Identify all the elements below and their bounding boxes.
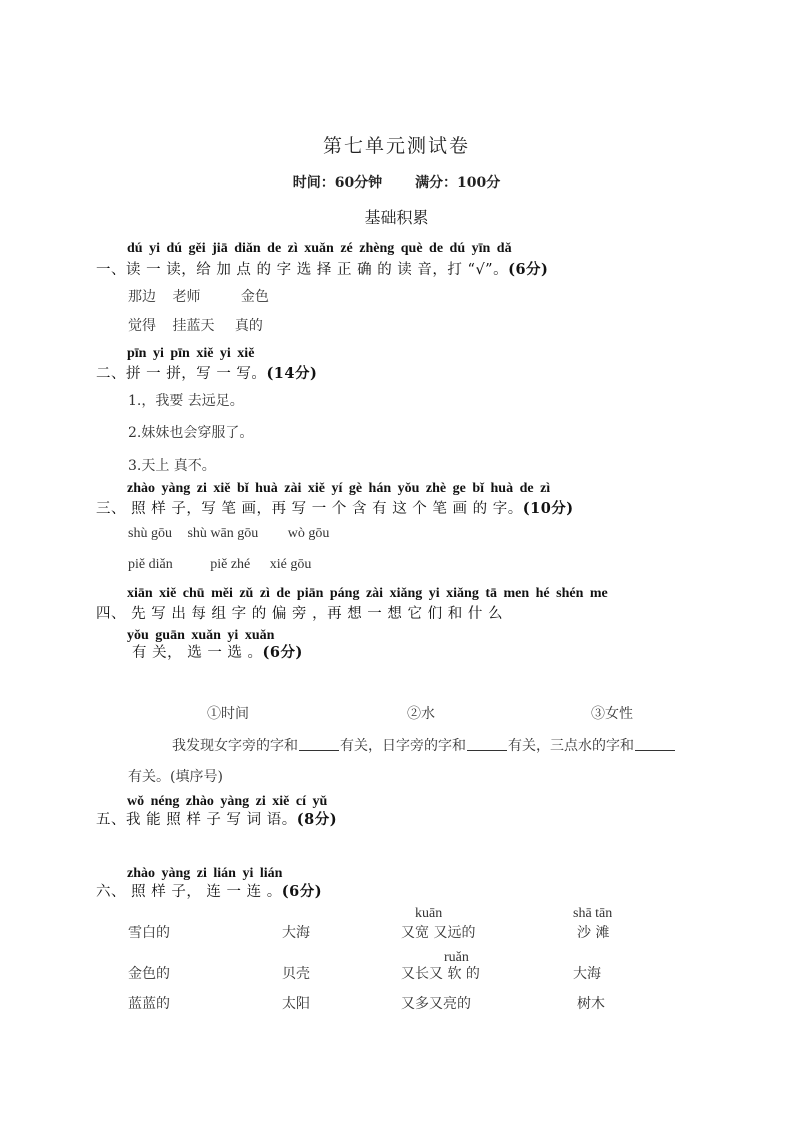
q5-pinyin: wǒ néng zhào yàng zi xiě cí yǔ [127,794,328,809]
page-title: 第七单元测试卷 [322,135,470,157]
q6-col1-item: 蓝蓝的 [128,996,170,1012]
q3-row2 [128,557,311,573]
q2-line: 2.妹妹也会穿服了。 [128,425,254,441]
q1-word: 金色 [240,289,269,305]
q1-word: 挂蓝天 [172,318,215,334]
q3-stroke: shù gōu [128,526,172,541]
q2-pinyin: pīn yi pīn xiě yi xiě [127,346,255,361]
q4-sentence [172,735,676,755]
q6-col3-item: 又宽 又远的 [401,925,476,941]
q6-pinyin-kuan: kuān [415,906,443,921]
q6-col3-item: 又多又亮的 [401,996,471,1012]
q4-option: ②水 [407,706,435,722]
q2-line: 3.天上 真不。 [128,458,216,474]
q1-score: (6分) [508,261,549,278]
q6-col4-item: 沙 滩 [577,925,610,941]
answer-blank[interactable] [467,749,507,751]
q3-stroke: shù wān gōu [187,526,259,541]
q6-col2-item: 大海 [282,925,310,941]
q3-stroke: wò gōu [287,526,330,541]
q3-stroke: xié gōu [269,557,312,572]
q1-pinyin: dú yi dú gěi jiā diǎn de zì xuǎn zé zhèng què de dú yīn dǎ [127,241,512,256]
q6-col4-item: 大海 [573,966,601,982]
q1-row2 [128,315,263,335]
q6-pinyin: zhào yàng zi lián yi lián [127,866,283,881]
q5-text: 五、我 能 照 样 子 写 词 语。 [96,812,297,828]
q1-word: 觉得 [128,318,156,334]
q4-option: ①时间 [207,706,249,722]
answer-blank[interactable] [299,749,339,751]
answer-blank[interactable] [635,749,675,751]
q3-stroke: piě zhé [210,557,251,572]
q1-word: 真的 [234,318,263,334]
q3-prompt [96,497,574,518]
section-heading: 基础积累 [364,208,429,227]
q4-score: (6分) [262,644,303,661]
q6-pinyin-ruan: ruǎn [444,950,469,965]
q2-line: 1.，我要 去远足。 [128,393,244,409]
q6-col1-item: 雪白的 [128,925,170,941]
q4-option: ③女性 [591,706,633,722]
q6-text: 六、 照 样 子， 连 一 连 。 [96,884,282,900]
q4-sentence-part: 有关，三点水的字和 [508,738,634,754]
q6-col3-item: 又长又 软 的 [401,966,480,982]
q6-col2-item: 太阳 [282,996,310,1012]
q6-prompt [96,880,322,901]
q6-pinyin-shatan: shā tān [573,906,613,921]
q3-text: 三、 照 样 子，写 笔 画，再 写 一 个 含 有 这 个 笔 画 的 字。 [96,501,523,517]
q6-col1-item: 金色的 [128,966,170,982]
q3-pinyin: zhào yàng zi xiě bǐ huà zài xiě yí gè hán yǒu zhè ge bǐ huà de zì [127,481,551,496]
q4-sentence-part: 我发现女字旁的字和 [172,738,298,754]
q4-pinyin-line2: yǒu guān xuǎn yi xuǎn [127,628,275,643]
q6-col2-item: 贝壳 [282,966,310,982]
q1-row1 [128,286,269,306]
time-limit: 时间：60分钟 [292,175,383,191]
q4-sentence-part: 有关，日字旁的字和 [340,738,466,754]
q3-row1 [128,526,329,542]
q4-sentence-end: 有关。(填序号) [128,769,223,785]
q4-text-line1: 四、 先 写 出 每 组 字 的 偏 旁 ，再 想 一 想 它 们 和 什 么 [96,606,503,622]
q6-score: (6分) [281,883,323,900]
q1-text: 一、读 一 读，给 加 点 的 字 选 择 正 确 的 读 音，打 “√”。 [96,262,509,278]
q1-word: 老师 [172,289,201,305]
q3-stroke: piě diǎn [128,557,173,572]
q3-score: (10分) [522,500,574,517]
q4-prompt-line2 [132,641,303,662]
q4-pinyin-line1: xiān xiě chū měi zǔ zì de piān páng zài xiǎng yi xiǎng tā men hé shén me [127,586,608,601]
q5-prompt [96,808,337,829]
q5-score: (8分) [296,811,338,828]
q1-prompt [96,258,548,279]
q1-word: 那边 [128,289,156,305]
q2-text: 二、拼 一 拼，写 一 写。 [96,366,267,382]
exam-info [0,172,793,192]
q2-prompt [96,362,317,383]
q2-score: (14分) [266,365,318,382]
q6-col4-item: 树木 [577,996,605,1012]
q4-text-line2: 有 关， 选 一 选 。 [132,645,263,661]
full-score: 满分：100分 [415,175,501,191]
